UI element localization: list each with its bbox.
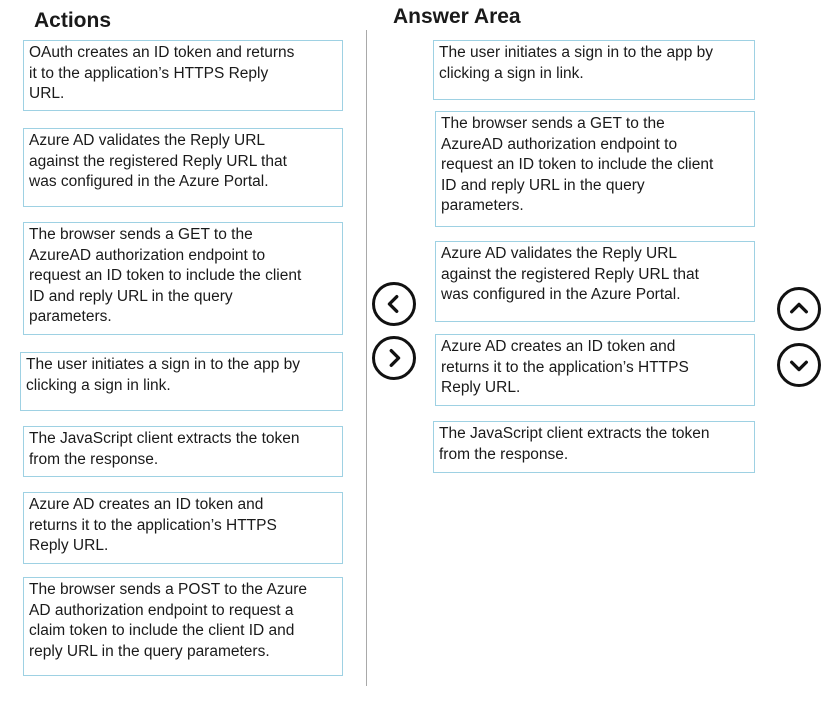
action-item[interactable]: Azure AD validates the Reply URL against the registered Reply URL that was configured in the Azure Portal. — [23, 128, 343, 207]
actions-heading: Actions — [34, 9, 112, 32]
chevron-left-icon — [383, 293, 405, 315]
move-left-button[interactable] — [372, 282, 416, 326]
answer-item[interactable]: Azure AD creates an ID token and returns it to the application’s HTTPS Reply URL. — [435, 334, 755, 406]
answer-item[interactable]: Azure AD validates the Reply URL against the registered Reply URL that was configured in the Azure Portal. — [435, 241, 755, 322]
move-down-button[interactable] — [777, 343, 821, 387]
action-item[interactable]: The user initiates a sign in to the app by clicking a sign in link. — [20, 352, 343, 411]
action-item[interactable]: Azure AD creates an ID token and returns it to the application’s HTTPS Reply URL. — [23, 492, 343, 564]
answer-area-heading: Answer Area — [393, 5, 521, 28]
answer-item[interactable]: The JavaScript client extracts the token from the response. — [433, 421, 755, 473]
action-item[interactable]: The browser sends a POST to the Azure AD authorization endpoint to request a claim token to include the client ID and reply URL in the query parameters. — [23, 577, 343, 676]
move-right-button[interactable] — [372, 336, 416, 380]
column-divider — [366, 30, 367, 686]
chevron-up-icon — [788, 298, 810, 320]
answer-item[interactable]: The user initiates a sign in to the app by clicking a sign in link. — [433, 40, 755, 100]
chevron-down-icon — [788, 354, 810, 376]
move-up-button[interactable] — [777, 287, 821, 331]
answer-item[interactable]: The browser sends a GET to the AzureAD authorization endpoint to request an ID token to include the client ID and reply URL in the query parameters. — [435, 111, 755, 227]
chevron-right-icon — [383, 347, 405, 369]
action-item[interactable]: OAuth creates an ID token and returns it to the application’s HTTPS Reply URL. — [23, 40, 343, 111]
action-item[interactable]: The browser sends a GET to the AzureAD authorization endpoint to request an ID token to include the client ID and reply URL in the query parameters. — [23, 222, 343, 335]
action-item[interactable]: The JavaScript client extracts the token from the response. — [23, 426, 343, 477]
